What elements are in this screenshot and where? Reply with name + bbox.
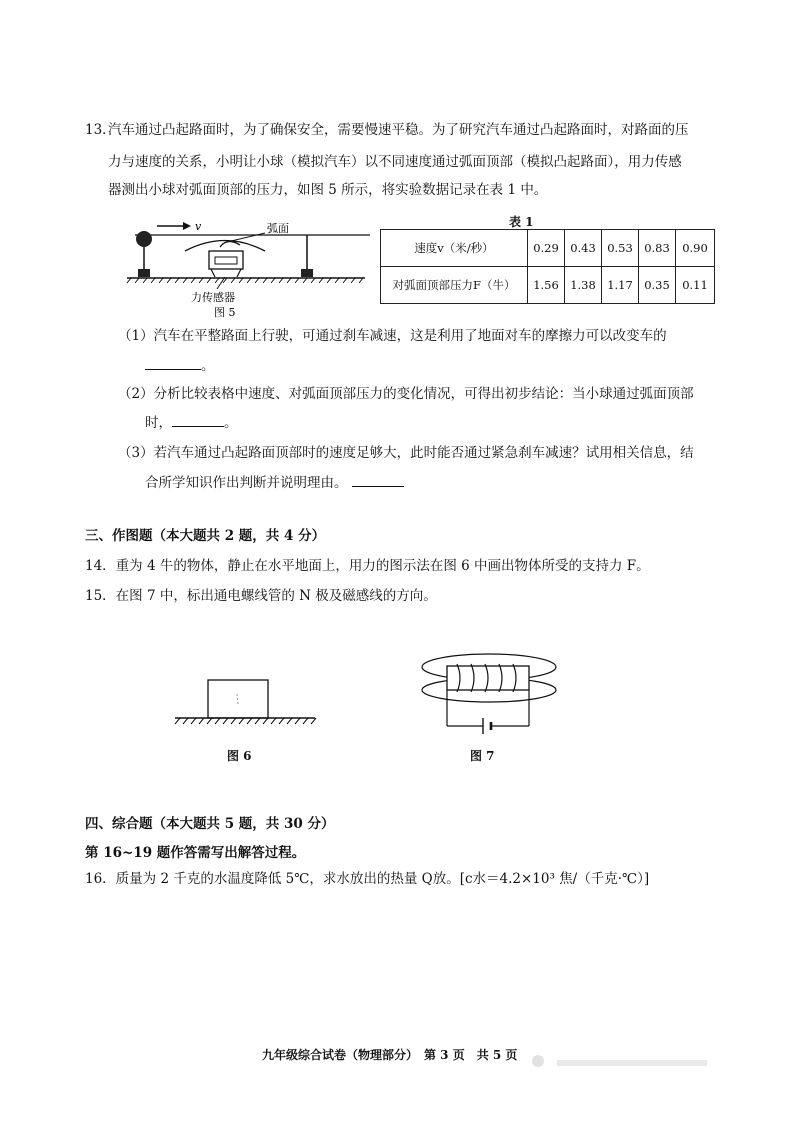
figure-5 (125, 215, 375, 320)
ball (136, 231, 152, 247)
force-cell: 0.11 (676, 267, 715, 304)
figure-6-caption: 图 6 (227, 749, 252, 763)
table-1 (380, 229, 715, 304)
figure-7-caption: 图 7 (470, 749, 495, 763)
q15-text: 15．在图 7 中，标出通电螺线管的 N 极及磁感线的方向。 (85, 588, 437, 604)
q14-text: 14．重为 4 牛的物体，静止在水平地面上，用力的图示法在图 6 中画出物体所受的支持力 F。 (85, 558, 650, 574)
figure-7 (417, 640, 567, 740)
speed-cell: 0.83 (639, 230, 676, 267)
speed-cell: 0.43 (565, 230, 602, 267)
q13-sub2-line-b: 时， 。 (145, 412, 238, 433)
section-4-note: 第 16~19 题作答需写出解答过程。 (85, 845, 306, 861)
answer-blank-2[interactable] (172, 412, 224, 427)
label-sensor: 力传感器 (191, 291, 235, 304)
q16-text: 16．质量为 2 千克的水温度降低 5℃，求水放出的热量 Q放。[c水＝4.2×10³ 焦/（千克·℃）] (85, 871, 650, 887)
section-4-title: 四、综合题（本大题共 5 题，共 30 分） (85, 816, 335, 832)
q13-line-3: 器测出小球对弧面顶部的压力，如图 5 所示，将实验数据记录在表 1 中。 (108, 182, 548, 198)
q13-line-2: 力与速度的关系，小明让小球（模拟汽车）以不同速度通过弧面顶部（模拟凸起路面），用力传感 (108, 154, 682, 170)
q13-sub2-line-a: （2）分析比较表格中速度、对弧面顶部压力的变化情况，可得出初步结论：当小球通过弧面顶部 (118, 386, 694, 402)
force-cell: 1.38 (565, 267, 602, 304)
page-footer: 九年级综合试卷（物理部分） 第 3 页 共 5 页 (262, 1048, 518, 1062)
label-v: v (195, 220, 202, 233)
force-cell: 1.17 (602, 267, 639, 304)
figure-5-caption: 图 5 (214, 306, 236, 319)
table-1-title: 表 1 (509, 215, 534, 229)
q13-number: 13． (85, 122, 116, 138)
force-cell: 0.35 (639, 267, 676, 304)
figure-6 (170, 672, 330, 732)
answer-blank-1[interactable] (145, 355, 201, 370)
table-row-speed (381, 230, 715, 267)
section-3-title: 三、作图题（本大题共 2 题，共 4 分） (85, 528, 326, 544)
label-arc: 弧面 (267, 222, 289, 235)
table-row-force (381, 267, 715, 304)
speed-cell: 0.90 (676, 230, 715, 267)
row-header-speed: 速度v（米/秒） (381, 230, 528, 267)
speed-cell: 0.53 (602, 230, 639, 267)
q13-sub1-line-a: （1）汽车在平整路面上行驶，可通过刹车减速，这是利用了地面对车的摩擦力可以改变车的 (118, 328, 667, 344)
q13-sub3-line-a: （3）若汽车通过凸起路面顶部时的速度足够大，此时能否通过紧急刹车减速？试用相关信息，结 (118, 445, 694, 461)
watermark (532, 1052, 722, 1066)
q13-line-1: 汽车通过凸起路面时，为了确保安全，需要慢速平稳。为了研究汽车通过凸起路面时，对路面的压 (108, 122, 689, 138)
block (208, 680, 268, 718)
row-header-force: 对弧面顶部压力F（牛） (381, 267, 528, 304)
speed-cell: 0.29 (528, 230, 565, 267)
q13-sub1-line-b: 。 (145, 355, 215, 376)
answer-blank-3[interactable] (352, 472, 404, 487)
force-cell: 1.56 (528, 267, 565, 304)
q13-sub3-line-b: 合所学知识作出判断并说明理由。 (145, 472, 404, 493)
